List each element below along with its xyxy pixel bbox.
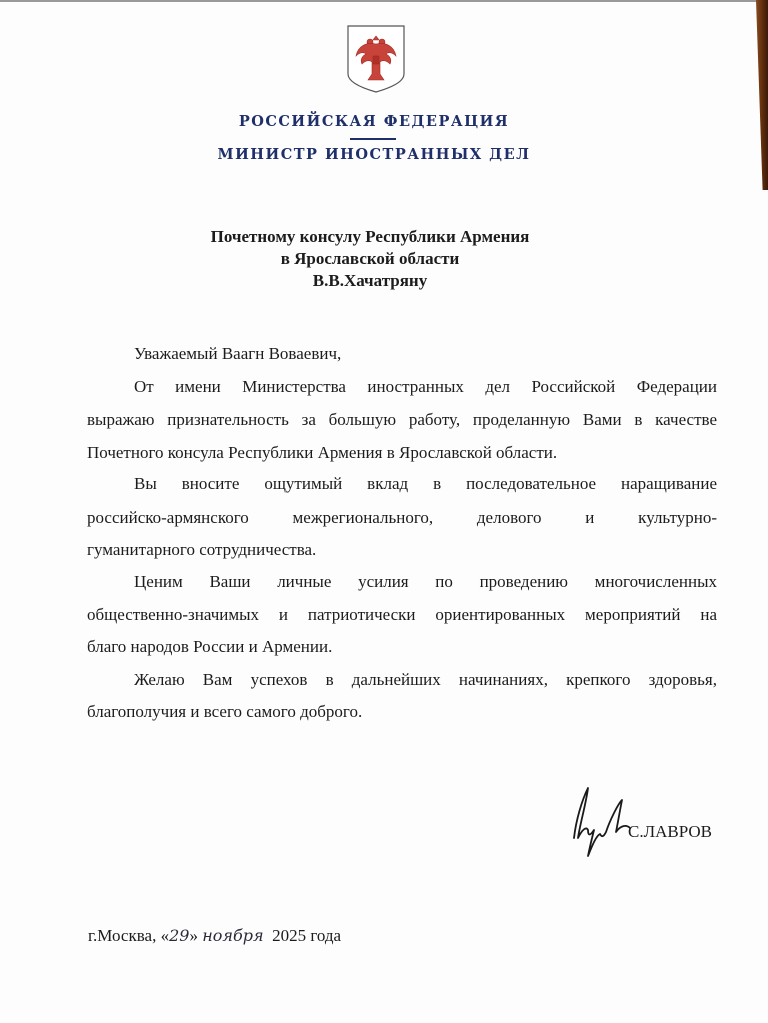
paragraph-line: От имени Министерства иностранных дел Российской Федерации	[134, 377, 717, 396]
salutation: Уважаемый Ваагн Воваевич,	[134, 344, 342, 363]
addressee-line: в Ярославской области	[280, 249, 460, 268]
paragraph-line: выражаю признательность за большую работу, проделанную Вами в качестве	[87, 410, 717, 429]
addressee-block	[0, 226, 740, 292]
date-city: г.Москва,	[88, 926, 157, 945]
paragraph-line: Почетного консула Республики Армения в Ярославской области.	[87, 443, 558, 462]
paragraph-line: Ценим Ваши личные усилия по проведению многочисленных	[134, 572, 717, 591]
signature-icon	[560, 780, 630, 860]
date-day-open: «	[160, 926, 170, 945]
paragraph-line: Вы вносите ощутимый вклад в последовательное наращивание	[134, 474, 717, 493]
date-day: 29	[169, 926, 190, 945]
paragraph-line: общественно-значимых и патриотически ориентированных мероприятий на	[87, 605, 717, 624]
paragraph-line: гуманитарного сотрудничества.	[87, 540, 317, 559]
date-line	[88, 926, 341, 946]
letterhead-state-name: РОССИЙСКАЯ ФЕДЕРАЦИЯ	[238, 113, 510, 130]
addressee-line: В.В.Хачатряну	[312, 271, 428, 290]
addressee-line: Почетному консулу Республики Армения	[210, 227, 530, 246]
paragraph-line: благополучия и всего самого доброго.	[87, 702, 363, 721]
page-top-border	[0, 0, 760, 2]
signatory-name: С.ЛАВРОВ	[628, 822, 713, 841]
letterhead-office: МИНИСТР ИНОСТРАННЫХ ДЕЛ	[217, 146, 531, 163]
paragraph-line: Желаю Вам успехов в дальнейших начинаниях, крепкого здоровья,	[134, 670, 717, 689]
date-day-close: »	[189, 926, 198, 945]
paragraph-line: российско-армянского межрегионального, делового и культурно-	[87, 508, 717, 527]
paragraph-line: благо народов России и Армении.	[87, 637, 333, 656]
desk-edge	[756, 0, 768, 190]
date-year: 2025 года	[272, 926, 342, 945]
letterhead-divider	[350, 138, 396, 140]
coat-of-arms-icon	[344, 22, 408, 94]
date-month: ноября	[202, 926, 264, 945]
